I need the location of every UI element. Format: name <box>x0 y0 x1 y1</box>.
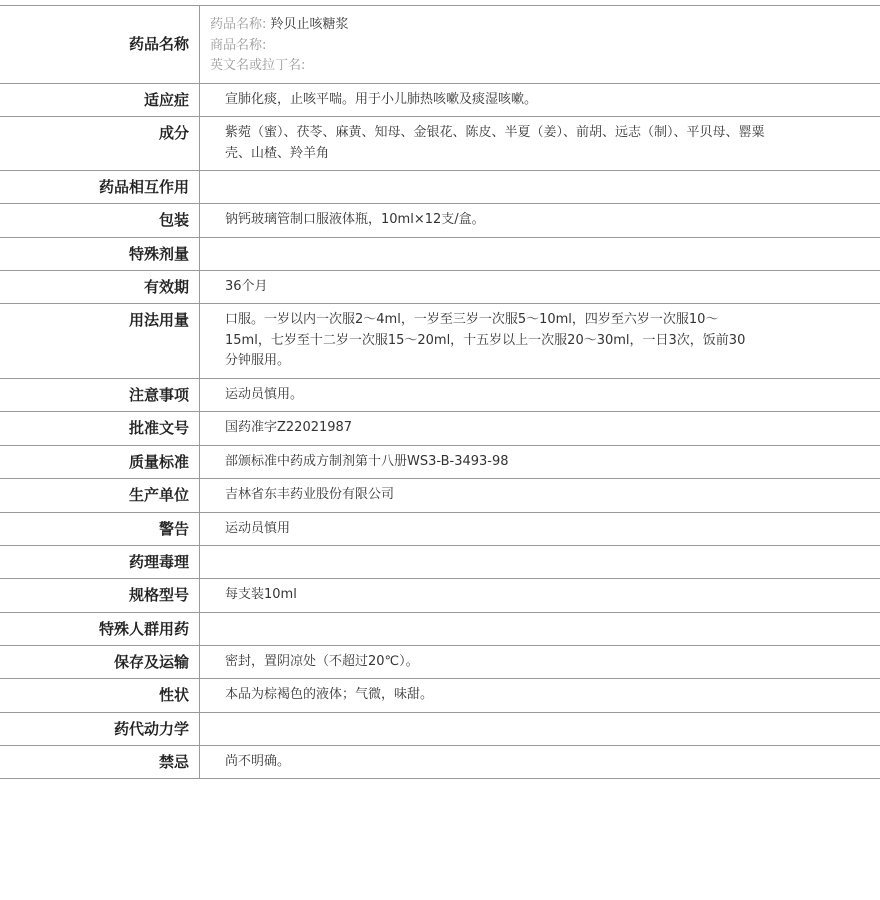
row-label-text: 药品相互作用 <box>98 178 189 196</box>
row-label <box>0 713 200 745</box>
table-row-indications <box>0 84 880 118</box>
table-row-description <box>0 679 880 713</box>
latin-name-line <box>210 56 870 77</box>
row-label <box>0 746 200 779</box>
table-row-quality-standard <box>0 446 880 480</box>
table-row-warning <box>0 513 880 547</box>
row-label-text: 生产单位 <box>128 486 189 504</box>
row-label <box>0 613 200 645</box>
row-value <box>200 613 880 645</box>
row-value: 每支装10ml <box>225 587 297 602</box>
row-value <box>200 546 880 578</box>
row-label-text: 药代动力学 <box>113 719 189 738</box>
row-value: 吉林省东丰药业股份有限公司 <box>225 487 395 502</box>
row-label <box>0 446 200 479</box>
row-label <box>0 579 200 612</box>
table-row-contraindications <box>0 746 880 780</box>
drug-name-value: 羚贝止咳糖浆 <box>270 17 349 32</box>
row-label <box>0 412 200 445</box>
table-row-special-populations <box>0 613 880 646</box>
drug-info-table <box>0 5 880 779</box>
row-label <box>0 546 200 578</box>
row-value: 尚不明确。 <box>225 753 291 769</box>
row-label-text: 药品名称 <box>128 35 189 54</box>
table-row-packaging <box>0 204 880 238</box>
row-label <box>0 513 200 546</box>
row-label <box>0 304 200 378</box>
row-value: 宣肺化痰，止咳平喘。用于小儿肺热咳嗽及痰湿咳嗽。 <box>225 91 538 107</box>
row-value <box>200 713 880 745</box>
row-label <box>0 646 200 679</box>
drug-name-key: 药品名称: <box>210 17 267 32</box>
row-value: 密封，置阴凉处（不超过20℃）。 <box>225 653 419 669</box>
row-label-text: 用法用量 <box>128 311 189 329</box>
row-label-text: 有效期 <box>143 277 189 296</box>
table-row-ingredients <box>0 117 880 171</box>
table-row-precautions <box>0 379 880 413</box>
table-row-interactions <box>0 171 880 204</box>
table-row-shelf-life <box>0 271 880 305</box>
table-row-pharmacology <box>0 546 880 579</box>
row-label-text: 禁忌 <box>158 752 189 771</box>
row-label-text: 成分 <box>158 124 189 142</box>
row-value <box>200 171 880 203</box>
row-label-text: 包装 <box>158 211 189 229</box>
row-label-text: 质量标准 <box>128 452 189 471</box>
row-label <box>0 117 200 170</box>
row-label-text: 批准文号 <box>128 419 189 437</box>
drug-name-line <box>210 15 870 36</box>
row-label-text: 特殊剂量 <box>128 244 189 263</box>
row-value: 口服。一岁以内一次服2～4ml，一岁至三岁一次服5～10ml，四岁至六岁一次服10～15ml，七岁至十二岁一次服15～20ml，十五岁以上一次服20～30ml，一日3次，饭前30分钟服用。 <box>225 312 746 368</box>
trade-name-line <box>210 36 870 57</box>
row-label-text: 药理毒理 <box>128 553 189 571</box>
table-row-specification <box>0 579 880 613</box>
row-label-text: 注意事项 <box>128 385 189 404</box>
row-value: 本品为棕褐色的液体；气微，味甜。 <box>225 687 434 702</box>
drug-name-block <box>200 6 880 83</box>
latin-name-key: 英文名或拉丁名: <box>210 58 306 73</box>
row-value: 紫菀（蜜）、茯苓、麻黄、知母、金银花、陈皮、半夏（姜）、前胡、远志（制）、平贝母、罂粟壳、山楂、羚羊角 <box>225 125 765 161</box>
row-label <box>0 171 200 203</box>
row-label <box>0 238 200 270</box>
row-label <box>0 479 200 512</box>
row-value: 运动员慎用 <box>225 520 291 536</box>
table-row-drug-name <box>0 6 880 84</box>
row-label <box>0 84 200 117</box>
row-value <box>200 238 880 270</box>
table-row-manufacturer <box>0 479 880 513</box>
row-label <box>0 6 200 83</box>
row-label <box>0 379 200 412</box>
row-label-text: 警告 <box>158 519 189 538</box>
row-label <box>0 271 200 304</box>
row-label-text: 适应症 <box>143 90 189 109</box>
row-value: 36个月 <box>225 278 268 294</box>
row-label-text: 保存及运输 <box>113 652 189 671</box>
table-row-approval-number <box>0 412 880 446</box>
row-label <box>0 679 200 712</box>
table-row-dosage <box>0 304 880 379</box>
row-label-text: 性状 <box>158 686 189 704</box>
table-row-special-dosage <box>0 238 880 271</box>
table-row-pharmacokinetics <box>0 713 880 746</box>
row-label <box>0 204 200 237</box>
table-row-storage <box>0 646 880 680</box>
row-label-text: 特殊人群用药 <box>98 619 189 638</box>
row-value: 钠钙玻璃管制口服液体瓶，10ml×12支/盒。 <box>225 212 485 227</box>
row-label-text: 规格型号 <box>128 586 189 604</box>
row-value: 部颁标准中药成方制剂第十八册WS3-B-3493-98 <box>225 453 509 469</box>
trade-name-key: 商品名称: <box>210 37 267 53</box>
row-value: 运动员慎用。 <box>225 386 304 402</box>
row-value: 国药准字Z22021987 <box>225 420 353 435</box>
